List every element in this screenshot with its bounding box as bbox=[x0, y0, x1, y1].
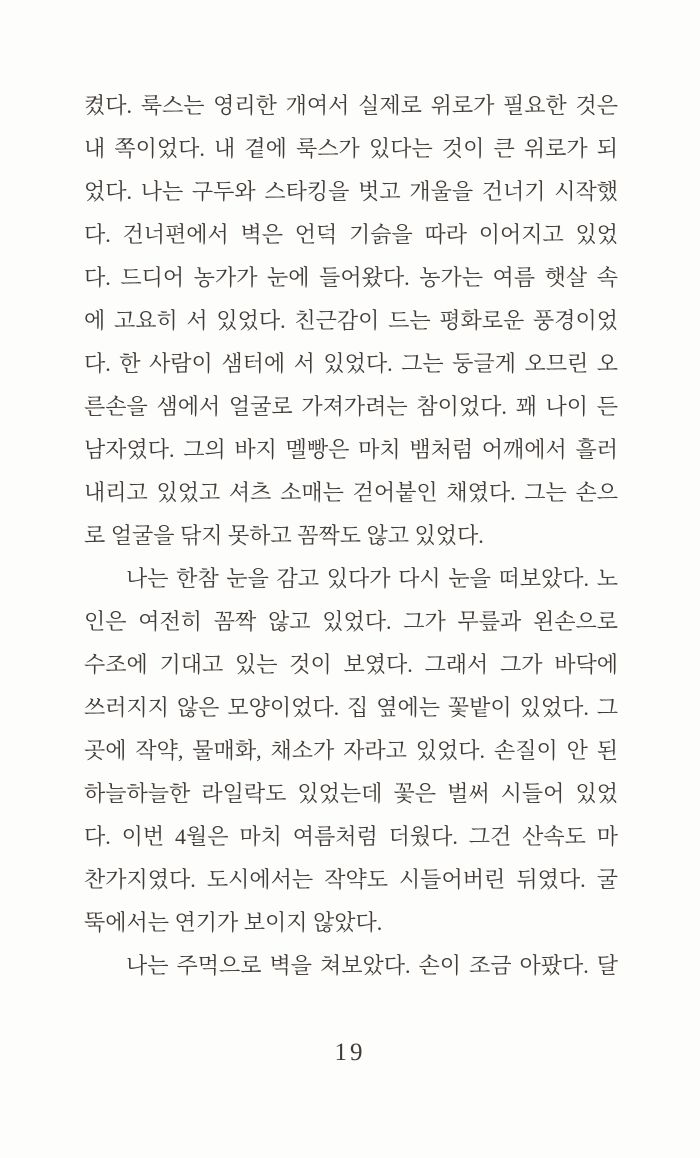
text-line: 다. 드디어 농가가 눈에 들어왔다. 농가는 여름 햇살 속 bbox=[84, 265, 618, 290]
text-line: 에 고요히 서 있었다. 친근감이 드는 평화로운 풍경이었 bbox=[84, 308, 618, 333]
text-line: 었다. 나는 구두와 스타킹을 벗고 개울을 건너기 시작했 bbox=[84, 179, 618, 204]
text-line: 남자였다. 그의 바지 멜빵은 마치 뱀처럼 어깨에서 흘러 bbox=[84, 437, 618, 462]
text-line: 내리고 있었고 셔츠 소매는 걷어붙인 채였다. 그는 손으 bbox=[84, 480, 618, 505]
text-line: 켰다. 룩스는 영리한 개여서 실제로 위로가 필요한 것은 bbox=[84, 93, 618, 118]
text-line: 찬가지였다. 도시에서는 작약도 시들어버린 뒤였다. 굴 bbox=[84, 867, 618, 892]
text-line: 다. 한 사람이 샘터에 서 있었다. 그는 둥글게 오므린 오 bbox=[84, 351, 618, 376]
text-line: 하늘하늘한 라일락도 있었는데 꽃은 벌써 시들어 있었 bbox=[84, 781, 618, 806]
text-line: 내 쪽이었다. 내 곁에 룩스가 있다는 것이 큰 위로가 되 bbox=[84, 136, 618, 161]
text-line: 다. 건너편에서 벽은 언덕 기슭을 따라 이어지고 있었 bbox=[84, 222, 618, 247]
text-line: 로 얼굴을 닦지 못하고 꼼짝도 않고 있었다. bbox=[84, 523, 484, 548]
text-line: 수조에 기대고 있는 것이 보였다. 그래서 그가 바닥에 bbox=[84, 652, 618, 677]
body-text bbox=[84, 84, 618, 987]
text-line: 나는 한참 눈을 감고 있다가 다시 눈을 떠보았다. 노 bbox=[126, 566, 618, 591]
text-line: 다. 이번 4월은 마치 여름처럼 더웠다. 그건 산속도 마 bbox=[84, 824, 618, 849]
text-line: 뚝에서는 연기가 보이지 않았다. bbox=[84, 910, 383, 935]
text-line: 인은 여전히 꼼짝 않고 있었다. 그가 무릎과 왼손으로 bbox=[84, 609, 618, 634]
page-number: 19 bbox=[334, 1039, 366, 1066]
text-line: 른손을 샘에서 얼굴로 가져가려는 참이었다. 꽤 나이 든 bbox=[84, 394, 618, 419]
text-line: 곳에 작약, 물매화, 채소가 자라고 있었다. 손질이 안 된 bbox=[84, 738, 618, 763]
text-line: 나는 주먹으로 벽을 쳐보았다. 손이 조금 아팠다. 달 bbox=[126, 953, 618, 978]
text-line: 쓰러지지 않은 모양이었다. 집 옆에는 꽃밭이 있었다. 그 bbox=[84, 695, 618, 720]
